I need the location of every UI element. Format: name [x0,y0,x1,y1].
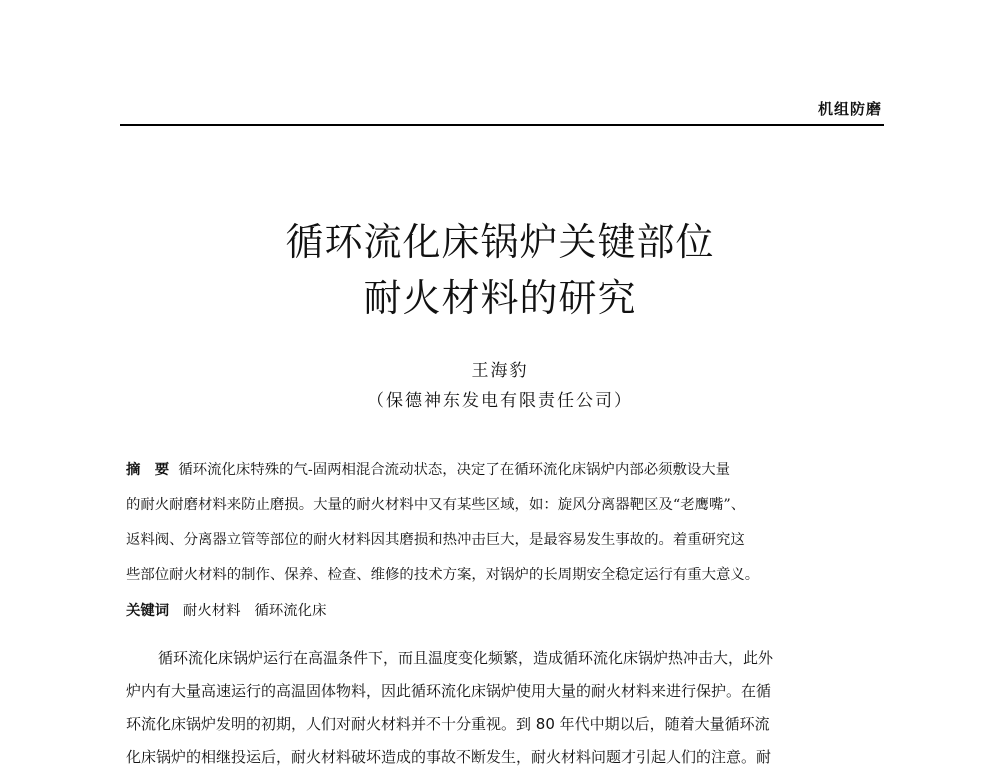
abstract-heading: 摘 要 [126,461,170,478]
body-line: 炉内有大量高速运行的高温固体物料，因此循环流化床锅炉使用大量的耐火材料来进行保护。在循 [126,682,772,700]
body-line: 环流化床锅炉发明的初期，人们对耐火材料并不十分重视。到 80 年代中期以后，随着大量循环流 [126,715,770,733]
abstract-line: 的耐火耐磨材料来防止磨损。大量的耐火材料中又有某些区域，如：旋风分离器靶区及“老鹰嘴”、 [126,497,746,513]
paper-title [0,214,1000,326]
header-rule [120,124,884,126]
keyword-term: 耐火材料 [182,603,241,619]
keywords-line [126,593,886,629]
abstract [126,452,886,629]
running-header: 机组防磨 [817,100,882,118]
title-line-1: 循环流化床锅炉关键部位 [285,220,715,264]
author-name: 王海豹 [471,361,529,381]
abstract-line: 些部位耐火材料的制作、保养、检查、维修的技术方案，对锅炉的长周期安全稳定运行有重大意义。 [126,567,760,583]
keyword-term: 循环流化床 [254,603,327,619]
abstract-text: 循环流化床特殊的气-固两相混合流动状态，决定了在循环流化床锅炉内部必须敷设大量 [178,462,731,478]
body-line: 化床锅炉的相继投运后，耐火材料破坏造成的事故不断发生，耐火材料问题才引起人们的注意。耐 [126,748,772,766]
author-affiliation: （保德神东发电有限责任公司） [367,391,633,411]
abstract-line [126,452,886,488]
abstract-line: 返料阀、分离器立管等部位的耐火材料因其磨损和热冲击巨大，是最容易发生事故的。着重研究这 [126,532,745,548]
keywords-heading: 关键词 [126,602,170,619]
body-text [126,642,886,774]
title-line-2: 耐火材料的研究 [363,276,637,320]
body-line: 循环流化床锅炉运行在高温条件下，而且温度变化频繁，造成循环流化床锅炉热冲击大，此外 [158,649,774,667]
